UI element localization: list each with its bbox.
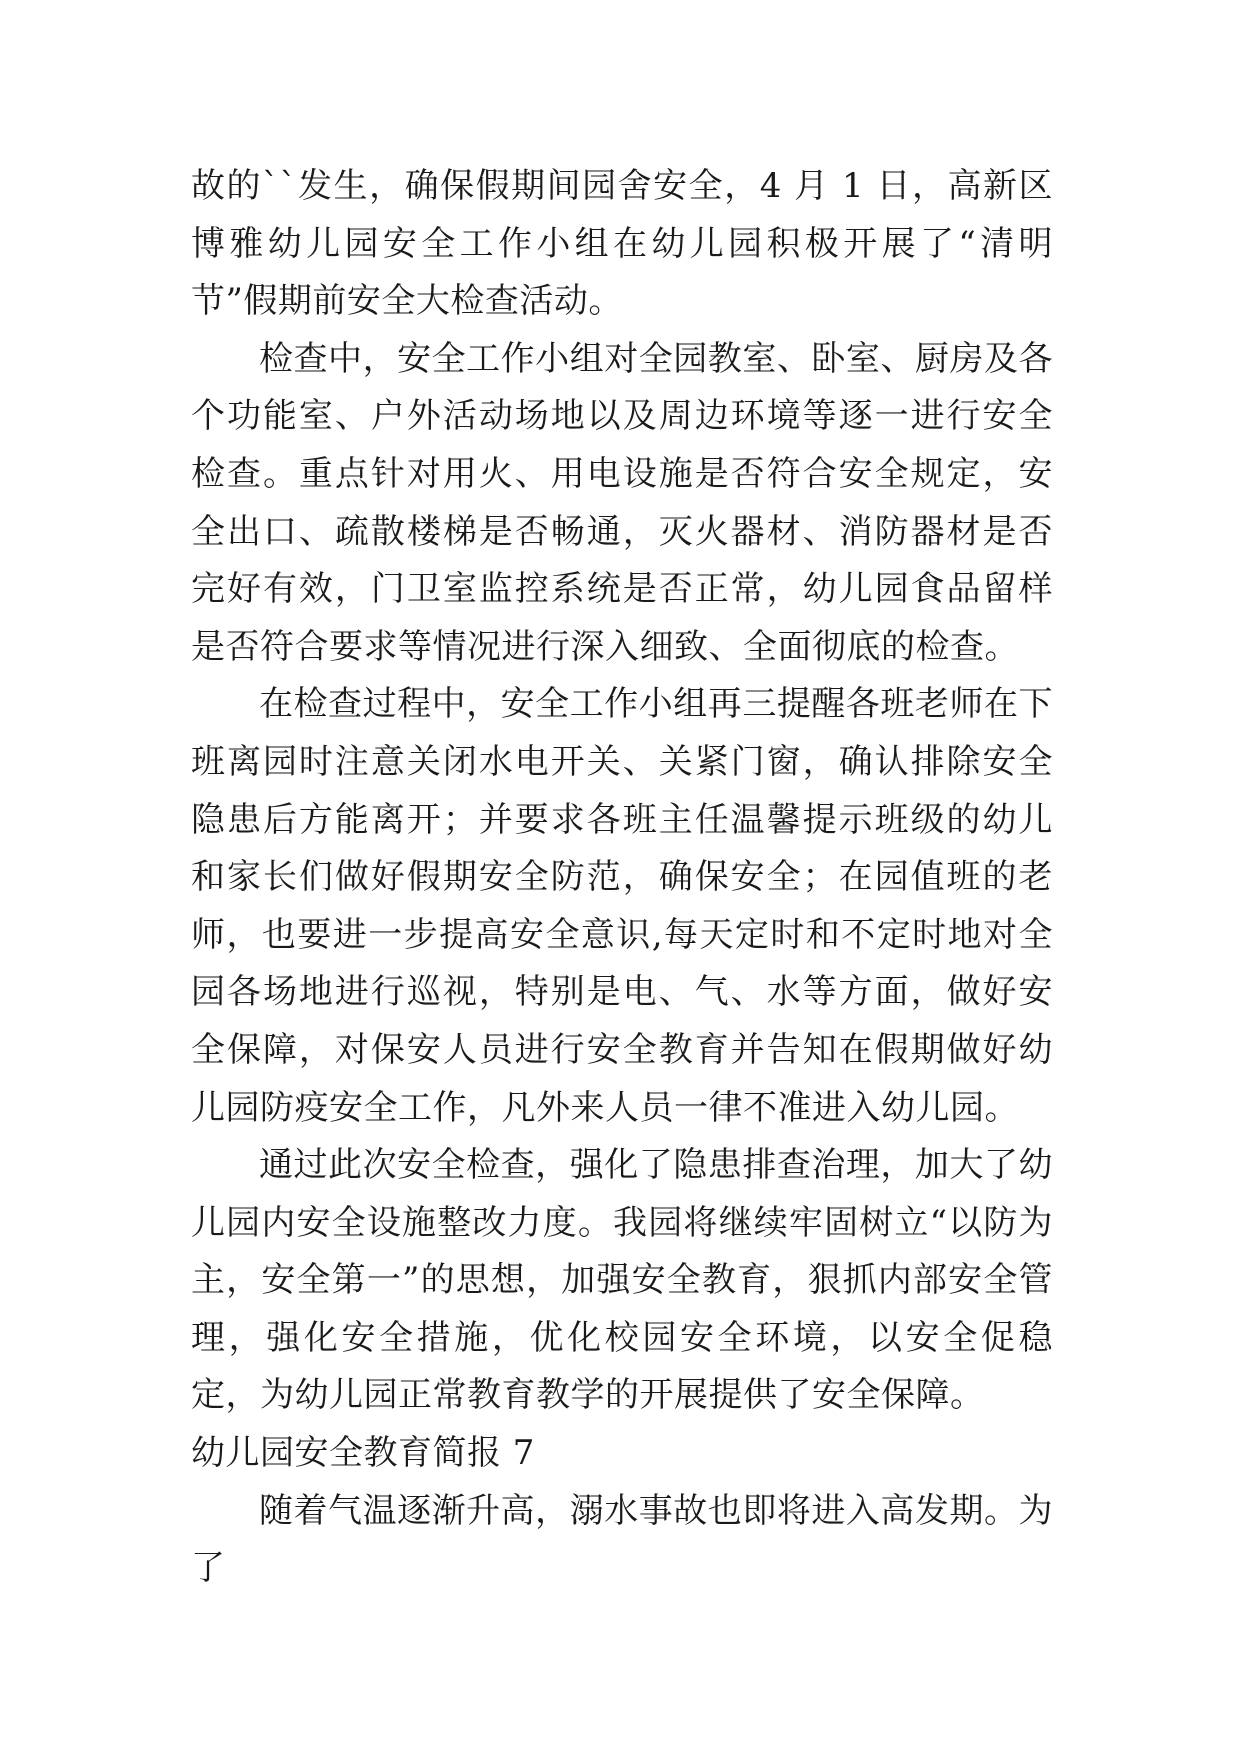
paragraph-1: 故的``发生，确保假期间园舍安全，4 月 1 日，高新区博雅幼儿园安全工作小组在幼儿园积极开展了“清明节”假期前安全大检查活动。 xyxy=(191,166,1053,322)
paragraph-2: 检查中，安全工作小组对全园教室、卧室、厨房及各个功能室、户外活动场地以及周边环境等逐一进行安全检查。重点针对用火、用电设施是否符合安全规定，安全出口、疏散楼梯是否畅通，灭火器材、消防器材是否完好有效，门卫室监控系统是否正常，幼儿园食品留样是否符合要求等情况进行深入细致、全面彻底的检查。 xyxy=(191,338,1053,667)
document-body xyxy=(191,158,1053,1598)
paragraph-3: 在检查过程中，安全工作小组再三提醒各班老师在下班离园时注意关闭水电开关、关紧门窗，确认排除安全隐患后方能离开；并要求各班主任温馨提示班级的幼儿和家长们做好假期安全防范，确保安全；在园值班的老师，也要进一步提高安全意识,每天定时和不定时地对全园各场地进行巡视，特别是电、气、水等方面，做好安全保障，对保安人员进行安全教育并告知在假期做好幼儿园防疫安全工作，凡外来人员一律不准进入幼儿园。 xyxy=(191,684,1053,1128)
paragraph-5: 随着气温逐渐升高，溺水事故也即将进入高发期。为了 xyxy=(191,1490,1053,1589)
section-title: 幼儿园安全教育简报 7 xyxy=(191,1433,535,1474)
paragraph-4: 通过此次安全检查，强化了隐患排查治理，加大了幼儿园内安全设施整改力度。我园将继续牢固树立“以防为主，安全第一”的思想，加强安全教育，狠抓内部安全管理，强化安全措施，优化校园安全环境，以安全促稳定，为幼儿园正常教育教学的开展提供了安全保障。 xyxy=(191,1145,1053,1416)
